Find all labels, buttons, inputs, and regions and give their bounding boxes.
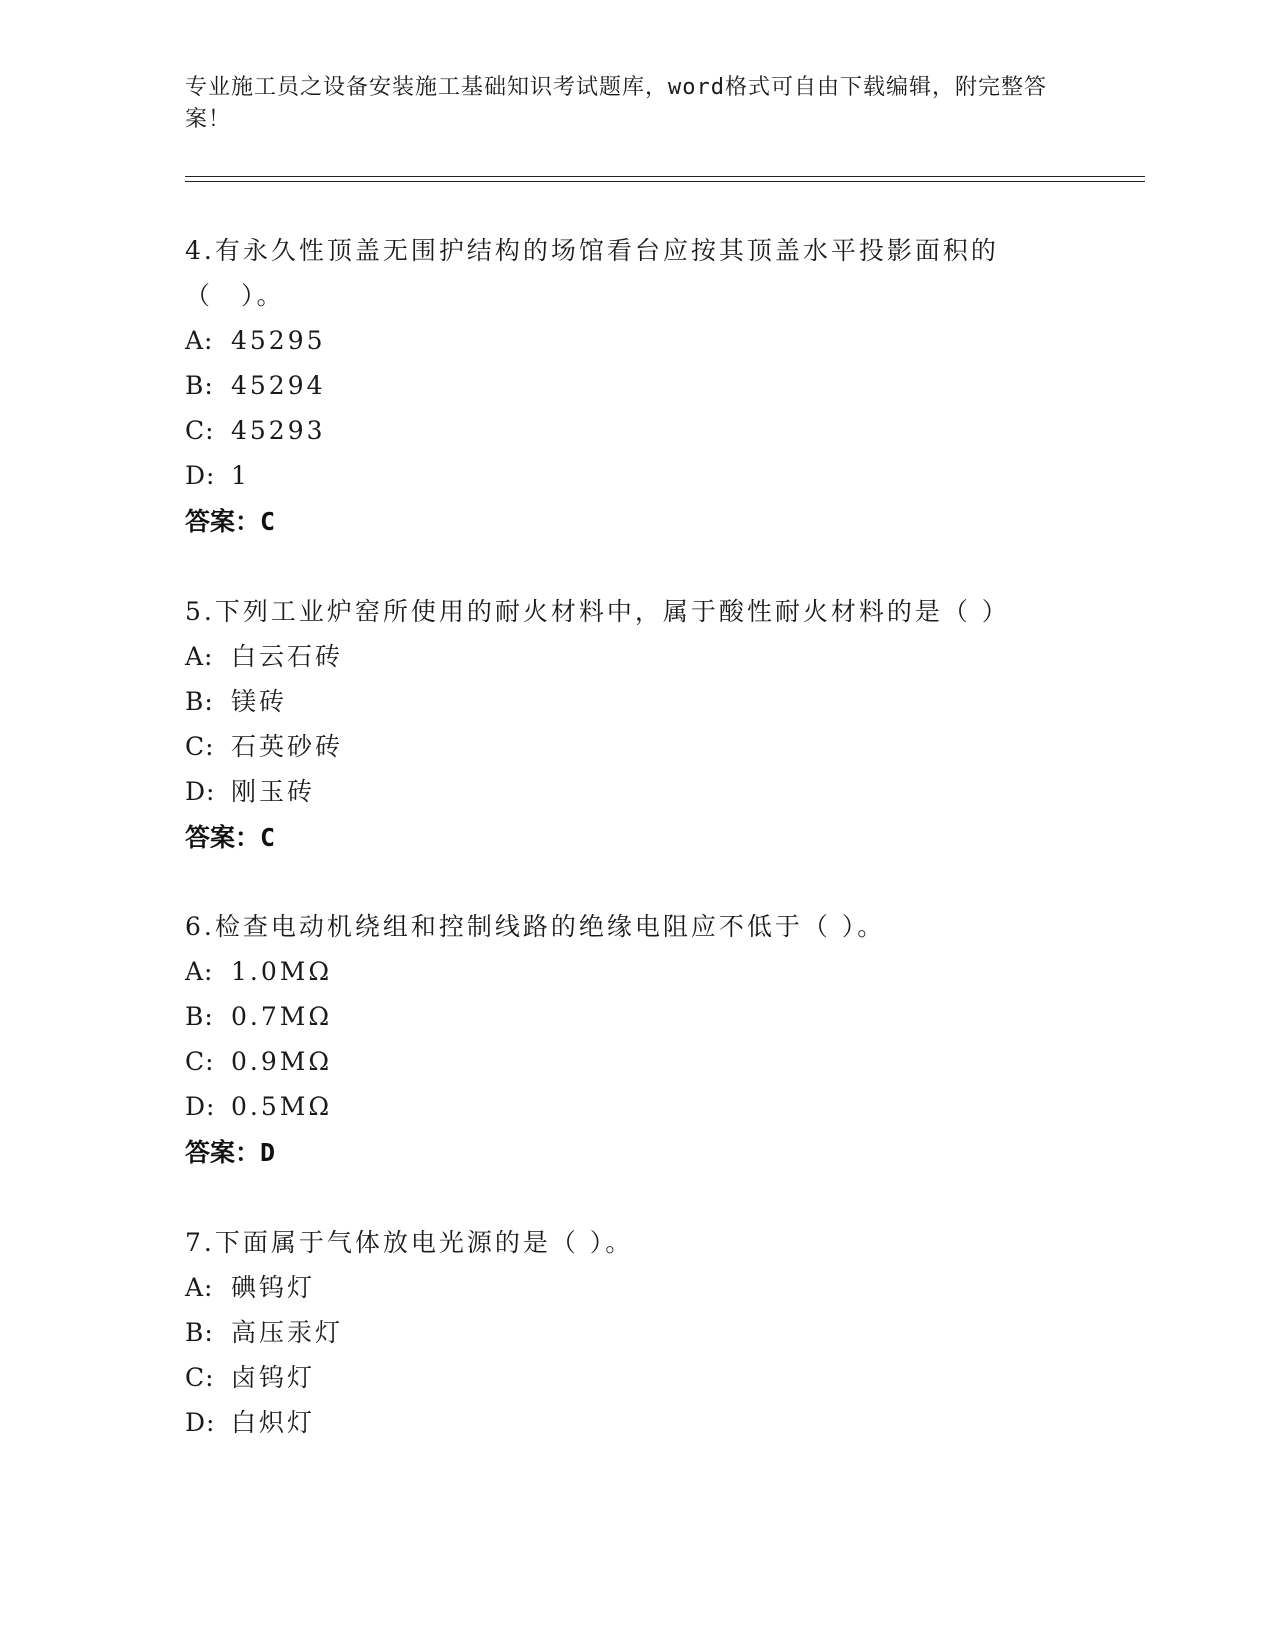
question-stem: 6.检查电动机绕组和控制线路的绝缘电阻应不低于（ ）。 xyxy=(185,912,886,941)
option-a xyxy=(185,949,1065,994)
header-divider-bottom xyxy=(185,181,1145,182)
option-b xyxy=(185,679,1065,724)
option-d xyxy=(185,1084,1065,1129)
option-text: 碘钨灯 xyxy=(231,1273,316,1302)
option-text: 45295 xyxy=(231,326,326,355)
option-a xyxy=(185,318,1065,363)
option-d xyxy=(185,1400,1065,1445)
option-b xyxy=(185,363,1065,408)
option-text: 0.9MΩ xyxy=(231,1047,333,1076)
option-text: 1.0MΩ xyxy=(231,957,333,986)
option-letter: A: xyxy=(185,1273,214,1302)
option-letter: A: xyxy=(185,642,214,671)
option-letter: A: xyxy=(185,326,214,355)
option-letter: A: xyxy=(185,957,214,986)
option-a xyxy=(185,634,1065,679)
option-text: 1 xyxy=(231,461,250,490)
question-stem: 7.下面属于气体放电光源的是（ ）。 xyxy=(185,1228,634,1257)
question-6 xyxy=(185,904,1065,1177)
option-letter: C: xyxy=(185,1363,215,1392)
option-text: 45293 xyxy=(231,416,326,445)
option-d xyxy=(185,453,1065,498)
option-letter: C: xyxy=(185,1047,215,1076)
option-c xyxy=(185,1039,1065,1084)
option-text: 45294 xyxy=(231,371,326,400)
option-letter: C: xyxy=(185,416,215,445)
option-d xyxy=(185,769,1065,814)
option-letter: B: xyxy=(185,371,214,400)
option-b xyxy=(185,994,1065,1039)
option-text: 0.7MΩ xyxy=(231,1002,333,1031)
option-b xyxy=(185,1310,1065,1355)
option-c xyxy=(185,724,1065,769)
option-c xyxy=(185,1355,1065,1400)
option-letter: D: xyxy=(185,1092,216,1121)
option-c xyxy=(185,408,1065,453)
option-text: 0.5MΩ xyxy=(231,1092,333,1121)
option-letter: C: xyxy=(185,732,215,761)
question-7 xyxy=(185,1220,1065,1445)
option-text: 卤钨灯 xyxy=(231,1363,316,1392)
option-text: 镁砖 xyxy=(231,687,288,716)
option-letter: D: xyxy=(185,777,216,806)
document-header: 专业施工员之设备安装施工基础知识考试题库，word格式可自由下载编辑，附完整答案！ xyxy=(185,75,1047,132)
question-stem: 4.有永久性顶盖无围护结构的场馆看台应按其顶盖水平投影面积的（ ）。 xyxy=(185,236,999,310)
option-a xyxy=(185,1265,1065,1310)
question-5 xyxy=(185,589,1065,862)
option-text: 白云石砖 xyxy=(231,642,344,671)
option-letter: B: xyxy=(185,1002,214,1031)
option-text: 石英砂砖 xyxy=(231,732,344,761)
option-text: 高压汞灯 xyxy=(231,1318,344,1347)
question-stem: 5.下列工业炉窑所使用的耐火材料中，属于酸性耐火材料的是（ ） xyxy=(185,597,1010,626)
answer-line: 答案：D xyxy=(185,1138,276,1167)
option-letter: D: xyxy=(185,461,216,490)
option-letter: D: xyxy=(185,1408,216,1437)
header-divider-top xyxy=(185,176,1145,177)
option-text: 白炽灯 xyxy=(231,1408,316,1437)
option-text: 刚玉砖 xyxy=(231,777,316,806)
option-letter: B: xyxy=(185,1318,214,1347)
option-letter: B: xyxy=(185,687,214,716)
answer-line: 答案：C xyxy=(185,823,276,852)
question-4 xyxy=(185,228,1065,546)
answer-line: 答案：C xyxy=(185,507,276,536)
